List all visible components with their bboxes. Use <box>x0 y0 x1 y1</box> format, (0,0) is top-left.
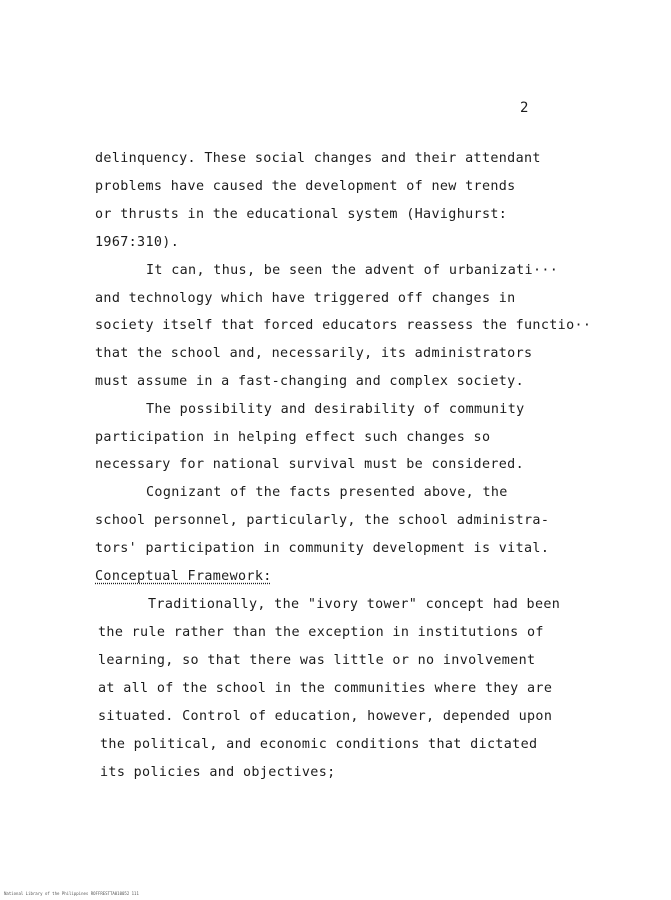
text-line: at all of the school in the communities where they are <box>98 681 553 696</box>
text-line: society itself that forced educators reassess the functio·· <box>95 318 592 333</box>
text-line: Cognizant of the facts presented above, the <box>146 485 508 500</box>
text-line: The possibility and desirability of community <box>146 402 525 417</box>
section-heading <box>95 569 272 584</box>
text-line: school personnel, particularly, the school administra- <box>95 513 550 528</box>
text-line: the political, and economic conditions that dictated <box>100 737 538 752</box>
section-heading-text: Conceptual Framework: <box>95 569 272 584</box>
text-line: delinquency. These social changes and their attendant <box>95 151 541 166</box>
text-line: must assume in a fast-changing and complex society. <box>95 374 525 389</box>
footer-stamp: National Library of the Philippines ROFFRESTTA010052 111 <box>4 891 139 896</box>
text-line: and technology which have triggered off changes in <box>95 291 516 306</box>
text-line: Traditionally, the "ivory tower" concept had been <box>148 597 561 612</box>
text-line: necessary for national survival must be considered. <box>95 457 525 472</box>
text-line: problems have caused the development of new trends <box>95 179 516 194</box>
text-line: its policies and objectives; <box>100 765 336 780</box>
text-line: or thrusts in the educational system (Havighurst: <box>95 207 508 222</box>
text-line: the rule rather than the exception in institutions of <box>98 625 544 640</box>
page-number: 2 <box>520 100 529 116</box>
text-line: tors' participation in community development is vital. <box>95 541 550 556</box>
text-line: learning, so that there was little or no involvement <box>98 653 536 668</box>
text-line: situated. Control of education, however, depended upon <box>98 709 553 724</box>
text-line: It can, thus, be seen the advent of urbanizati··· <box>146 263 559 278</box>
text-line: 1967:310). <box>95 235 180 250</box>
text-line: that the school and, necessarily, its administrators <box>95 346 533 361</box>
text-line: participation in helping effect such changes so <box>95 430 491 445</box>
